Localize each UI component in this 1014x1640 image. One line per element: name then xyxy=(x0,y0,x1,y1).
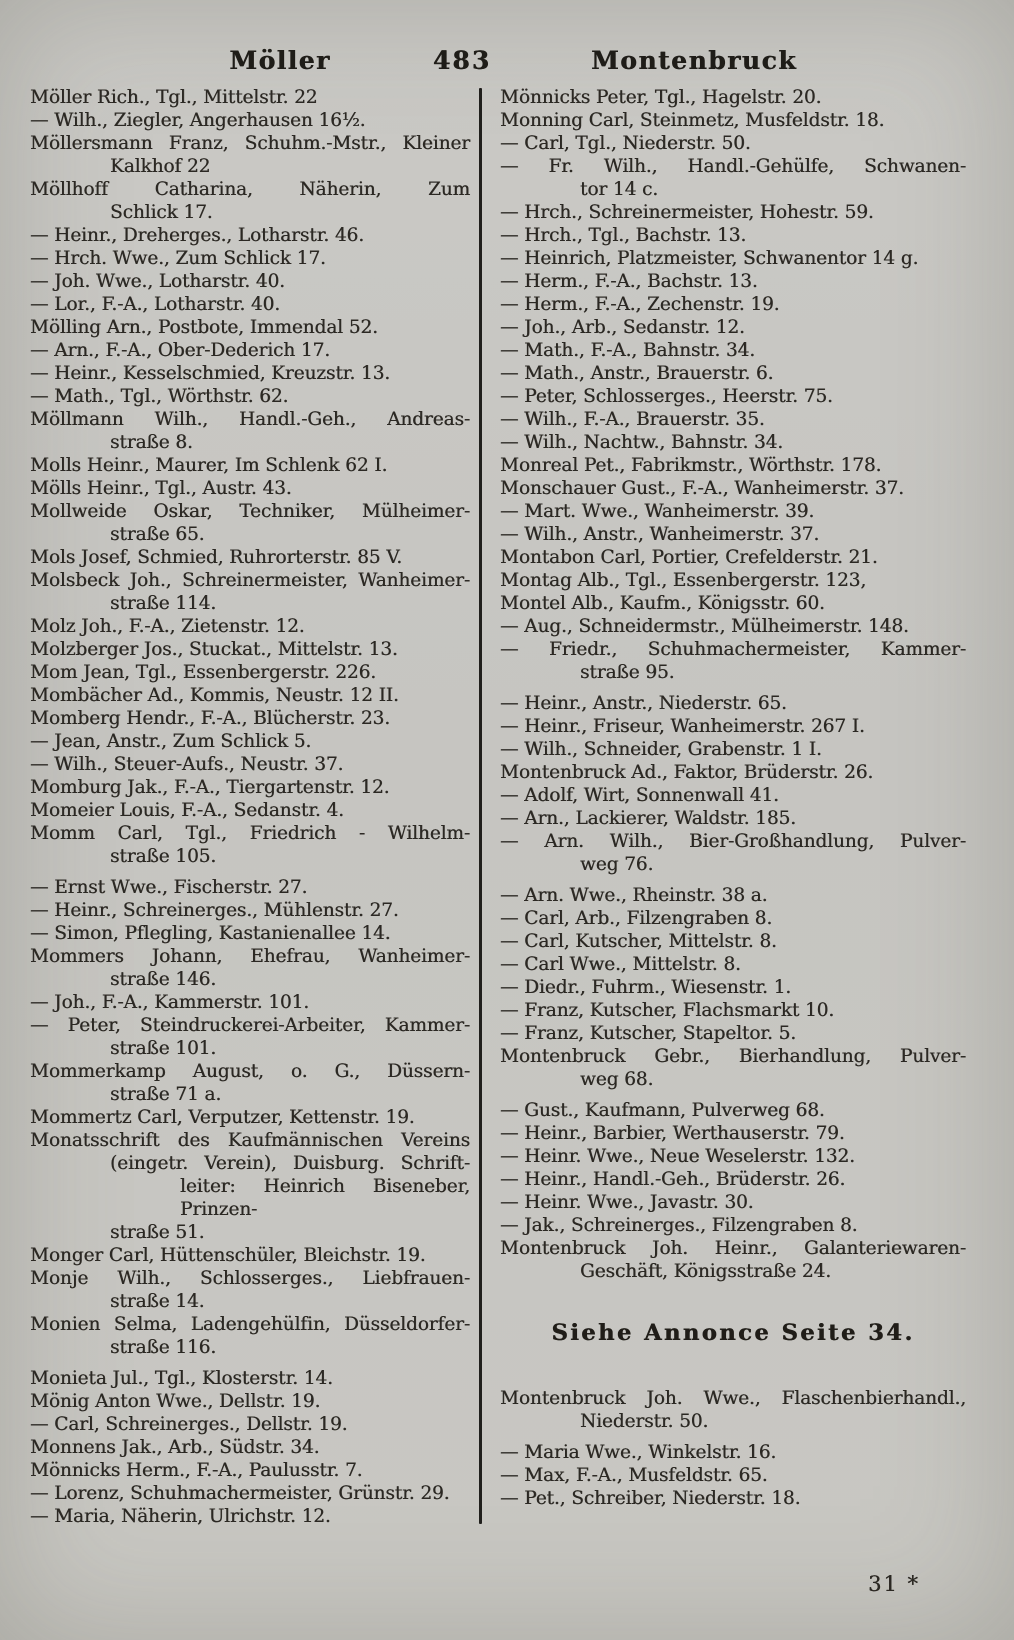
directory-line: tor 14 c. xyxy=(580,179,659,200)
directory-line: — Jak., Schreinerges., Filzengraben 8. xyxy=(500,1215,858,1236)
directory-line: — Heinr. Wwe., Javastr. 30. xyxy=(500,1192,754,1213)
directory-line: straße 95. xyxy=(580,662,675,683)
directory-line: Mommers Johann, Ehefrau, Wanheimer- xyxy=(30,946,470,967)
directory-line: — Max, F.-A., Musfeldstr. 65. xyxy=(500,1465,768,1486)
directory-line: — Diedr., Fuhrm., Wiesenstr. 1. xyxy=(500,977,792,998)
column-gap xyxy=(500,876,966,884)
directory-line: Montag Alb., Tgl., Essenbergerstr. 123, xyxy=(500,570,867,591)
directory-line: straße 116. xyxy=(110,1337,217,1358)
directory-line: — Wilh., Nachtw., Bahnstr. 34. xyxy=(500,432,784,453)
directory-line: — Heinr., Friseur, Wanheimerstr. 267 I. xyxy=(500,716,865,737)
directory-line: Mönig Anton Wwe., Dellstr. 19. xyxy=(30,1391,321,1412)
directory-line: Mols Josef, Schmied, Ruhrorterstr. 85 V. xyxy=(30,547,403,568)
directory-line: — Ernst Wwe., Fischerstr. 27. xyxy=(30,877,308,898)
directory-line: Monnens Jak., Arb., Südstr. 34. xyxy=(30,1437,320,1458)
directory-line: — Lor., F.-A., Lotharstr. 40. xyxy=(30,294,281,315)
directory-line: Momberg Hendr., F.-A., Blücherstr. 23. xyxy=(30,708,390,729)
directory-line: Mom Jean, Tgl., Essenbergerstr. 226. xyxy=(30,662,377,683)
directory-line: — Aug., Schneidermstr., Mülheimerstr. 148. xyxy=(500,616,909,637)
left-column xyxy=(30,86,470,1528)
annonce-notice: Siehe Annonce Seite 34. xyxy=(551,1320,915,1346)
column-gap xyxy=(500,1283,966,1319)
directory-line: — Gust., Kaufmann, Pulverweg 68. xyxy=(500,1100,825,1121)
column-gap xyxy=(500,684,966,692)
directory-line: Mommertz Carl, Verputzer, Kettenstr. 19. xyxy=(30,1107,415,1128)
directory-line: Mommerkamp August, o. G., Düssern- xyxy=(30,1061,470,1082)
directory-line: — Jean, Anstr., Zum Schlick 5. xyxy=(30,731,312,752)
directory-line: — Arn., F.-A., Ober-Dederich 17. xyxy=(30,340,330,361)
directory-line: — Adolf, Wirt, Sonnenwall 41. xyxy=(500,785,779,806)
column-gap xyxy=(30,868,470,876)
directory-line: — Carl, Kutscher, Mittelstr. 8. xyxy=(500,931,777,952)
directory-line: — Carl, Schreinerges., Dellstr. 19. xyxy=(30,1414,348,1435)
directory-line: Mombächer Ad., Kommis, Neustr. 12 II. xyxy=(30,685,399,706)
directory-line: — Wilh., Schneider, Grabenstr. 1 I. xyxy=(500,739,822,760)
directory-line: — Mart. Wwe., Wanheimerstr. 39. xyxy=(500,501,815,522)
header-left-keyword: Möller xyxy=(229,46,331,75)
directory-line: straße 146. xyxy=(110,969,217,990)
directory-line: — Joh., F.-A., Kammerstr. 101. xyxy=(30,992,309,1013)
directory-line: — Pet., Schreiber, Niederstr. 18. xyxy=(500,1488,801,1509)
directory-line: — Arn. Wilh., Bier-Großhandlung, Pulver- xyxy=(500,831,966,852)
directory-line: straße 71 a. xyxy=(110,1084,222,1105)
directory-line: Momm Carl, Tgl., Friedrich - Wilhelm- xyxy=(30,823,470,844)
directory-line: straße 114. xyxy=(110,593,217,614)
directory-line: — Joh., Arb., Sedanstr. 12. xyxy=(500,317,745,338)
page-header xyxy=(0,46,1014,80)
directory-line: — Arn., Lackierer, Waldstr. 185. xyxy=(500,808,796,829)
directory-line: — Peter, Schlosserges., Heerstr. 75. xyxy=(500,386,833,407)
directory-line: Momeier Louis, F.-A., Sedanstr. 4. xyxy=(30,800,344,821)
directory-line: — Carl, Tgl., Niederstr. 50. xyxy=(500,133,751,154)
directory-line: — Hrch., Schreinermeister, Hohestr. 59. xyxy=(500,202,874,223)
directory-line: straße 8. xyxy=(110,432,193,453)
directory-line: leiter: Heinrich Biseneber, Prinzen- xyxy=(180,1176,470,1220)
directory-line: — Wilh., Steuer-Aufs., Neustr. 37. xyxy=(30,754,344,775)
directory-line: — Simon, Pflegling, Kastanienallee 14. xyxy=(30,923,391,944)
directory-line: Kalkhof 22 xyxy=(110,156,211,177)
directory-line: — Peter, Steindruckerei-Arbeiter, Kammer- xyxy=(30,1015,470,1036)
column-gap xyxy=(30,1359,470,1367)
column-divider xyxy=(479,88,482,1524)
directory-line: (eingetr. Verein), Duisburg. Schrift- xyxy=(110,1153,470,1174)
directory-line: — Heinr. Wwe., Neue Weselerstr. 132. xyxy=(500,1146,855,1167)
directory-line: Molls Heinr., Maurer, Im Schlenk 62 I. xyxy=(30,455,388,476)
directory-line: Möllmann Wilh., Handl.-Geh., Andreas- xyxy=(30,409,470,430)
directory-line: Monschauer Gust., F.-A., Wanheimerstr. 37. xyxy=(500,478,904,499)
directory-line: Mollweide Oskar, Techniker, Mülheimer- xyxy=(30,501,470,522)
directory-line: — Math., Tgl., Wörthstr. 62. xyxy=(30,386,289,407)
directory-line: — Maria, Näherin, Ulrichstr. 12. xyxy=(30,1506,331,1527)
directory-line: Montenbruck Ad., Faktor, Brüderstr. 26. xyxy=(500,762,874,783)
directory-line: Niederstr. 50. xyxy=(580,1411,709,1432)
directory-line: Montenbruck Joh. Heinr., Galanteriewaren- xyxy=(500,1238,966,1259)
directory-line: — Lorenz, Schuhmachermeister, Grünstr. 29. xyxy=(30,1483,450,1504)
right-column xyxy=(500,86,966,1510)
directory-line: Molsbeck Joh., Schreinermeister, Wanheimer- xyxy=(30,570,470,591)
directory-line: — Heinr., Barbier, Werthauserstr. 79. xyxy=(500,1123,845,1144)
directory-line: Mölls Heinr., Tgl., Austr. 43. xyxy=(30,478,292,499)
directory-line: Monieta Jul., Tgl., Klosterstr. 14. xyxy=(30,1368,333,1389)
directory-line: Monger Carl, Hüttenschüler, Bleichstr. 19. xyxy=(30,1245,426,1266)
directory-line: straße 101. xyxy=(110,1038,217,1059)
directory-line: — Maria Wwe., Winkelstr. 16. xyxy=(500,1442,777,1463)
header-right-keyword: Montenbruck xyxy=(590,46,798,75)
directory-line: — Joh. Wwe., Lotharstr. 40. xyxy=(30,271,285,292)
directory-line: Schlick 17. xyxy=(110,202,213,223)
directory-line: Montel Alb., Kaufm., Königsstr. 60. xyxy=(500,593,825,614)
directory-line: Momburg Jak., F.-A., Tiergartenstr. 12. xyxy=(30,777,390,798)
directory-line: — Carl Wwe., Mittelstr. 8. xyxy=(500,954,741,975)
directory-line: Molzberger Jos., Stuckat., Mittelstr. 13. xyxy=(30,639,398,660)
directory-line: Mönnicks Herm., F.-A., Paulusstr. 7. xyxy=(30,1460,363,1481)
directory-line: — Carl, Arb., Filzengraben 8. xyxy=(500,908,773,929)
directory-line: — Hrch., Tgl., Bachstr. 13. xyxy=(500,225,747,246)
directory-line: Montabon Carl, Portier, Crefelderstr. 21. xyxy=(500,547,878,568)
directory-line: straße 14. xyxy=(110,1291,205,1312)
directory-line: — Math., Anstr., Brauerstr. 6. xyxy=(500,363,774,384)
directory-line: — Herm., F.-A., Bachstr. 13. xyxy=(500,271,758,292)
directory-line: — Heinr., Kesselschmied, Kreuzstr. 13. xyxy=(30,363,391,384)
directory-line: — Math., F.-A., Bahnstr. 34. xyxy=(500,340,756,361)
directory-line: Möller Rich., Tgl., Mittelstr. 22 xyxy=(30,87,318,108)
directory-line: straße 105. xyxy=(110,846,217,867)
directory-line: Monje Wilh., Schlosserges., Liebfrauen- xyxy=(30,1268,470,1289)
directory-line: — Herm., F.-A., Zechenstr. 19. xyxy=(500,294,780,315)
page-number: 483 xyxy=(432,46,492,75)
directory-line: Montenbruck Gebr., Bierhandlung, Pulver- xyxy=(500,1046,966,1067)
column-gap xyxy=(500,1347,966,1387)
directory-line: Monning Carl, Steinmetz, Musfeldstr. 18. xyxy=(500,110,885,131)
directory-line: — Heinr., Handl.-Geh., Brüderstr. 26. xyxy=(500,1169,846,1190)
directory-line: Montenbruck Joh. Wwe., Flaschenbierhandl., xyxy=(500,1388,966,1409)
directory-line: Monatsschrift des Kaufmännischen Vereins xyxy=(30,1130,470,1151)
directory-line: — Wilh., Ziegler, Angerhausen 16½. xyxy=(30,110,366,131)
directory-line: Monien Selma, Ladengehülfin, Düsseldorfer- xyxy=(30,1314,470,1335)
directory-line: Geschäft, Königsstraße 24. xyxy=(580,1261,832,1282)
directory-line: — Heinr., Dreherges., Lotharstr. 46. xyxy=(30,225,364,246)
directory-line: Molz Joh., F.-A., Zietenstr. 12. xyxy=(30,616,305,637)
directory-line: — Franz, Kutscher, Flachsmarkt 10. xyxy=(500,1000,835,1021)
directory-line: Möllhoff Catharina, Näherin, Zum xyxy=(30,179,470,200)
directory-line: weg 76. xyxy=(580,854,654,875)
directory-line: — Fr. Wilh., Handl.-Gehülfe, Schwanen- xyxy=(500,156,966,177)
column-gap xyxy=(500,1091,966,1099)
directory-line: — Heinrich, Platzmeister, Schwanentor 14 g. xyxy=(500,248,919,269)
directory-line: Mönnicks Peter, Tgl., Hagelstr. 20. xyxy=(500,87,822,108)
directory-line: Mölling Arn., Postbote, Immendal 52. xyxy=(30,317,378,338)
directory-line: — Arn. Wwe., Rheinstr. 38 a. xyxy=(500,885,768,906)
directory-line: — Friedr., Schuhmachermeister, Kammer- xyxy=(500,639,966,660)
directory-line: — Heinr., Schreinerges., Mühlenstr. 27. xyxy=(30,900,399,921)
directory-line: — Franz, Kutscher, Stapeltor. 5. xyxy=(500,1023,797,1044)
directory-line: straße 51. xyxy=(110,1222,205,1243)
column-gap xyxy=(500,1433,966,1441)
directory-line: straße 65. xyxy=(110,524,205,545)
signature-mark: 31 * xyxy=(868,1572,920,1596)
directory-line: — Wilh., Anstr., Wanheimerstr. 37. xyxy=(500,524,820,545)
directory-line: — Wilh., F.-A., Brauerstr. 35. xyxy=(500,409,765,430)
directory-line: Monreal Pet., Fabrikmstr., Wörthstr. 178. xyxy=(500,455,882,476)
directory-line: weg 68. xyxy=(580,1069,654,1090)
directory-line: — Heinr., Anstr., Niederstr. 65. xyxy=(500,693,787,714)
directory-line: — Hrch. Wwe., Zum Schlick 17. xyxy=(30,248,326,269)
directory-line: Möllersmann Franz, Schuhm.-Mstr., Kleiner xyxy=(30,133,470,154)
